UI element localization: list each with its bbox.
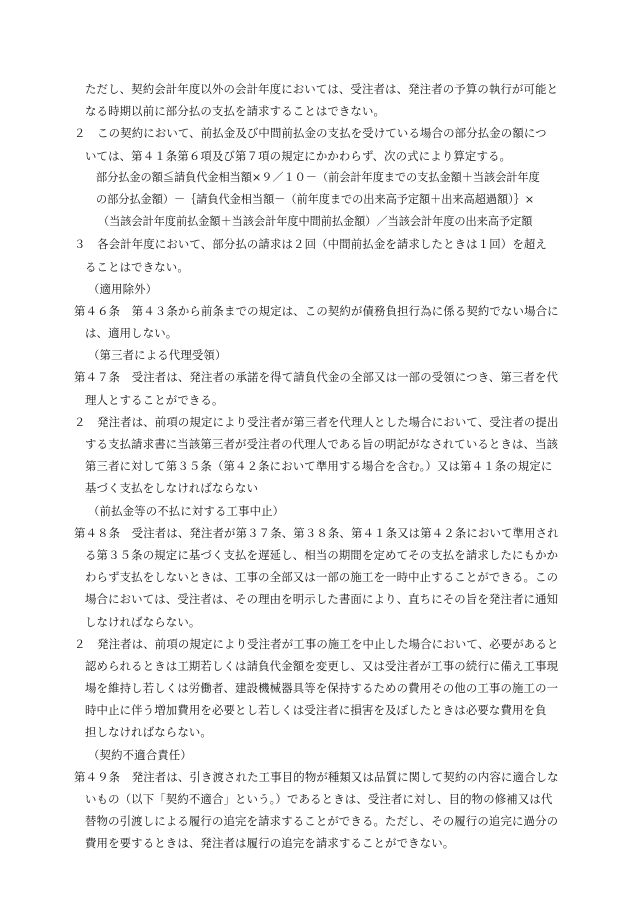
text-line: ２ 発注者は、前項の規定により受注者が第三者を代理人とした場合において、受注者の提出 [74, 414, 559, 429]
text-line: ２ 発注者は、前項の規定により受注者が工事の施工を中止した場合において、必要があると [74, 636, 559, 651]
article-line: 第４７条 受注者は、発注者の承諾を得て請負代金の全部又は一部の受領につき、第三者を代 [74, 370, 559, 385]
section-heading: （前払金等の不払に対する工事中止） [88, 503, 285, 518]
formula-line: 部分払金の額≦請負代金相当額×９／１０－（前会計年度までの支払金額＋当該会計年度 [96, 170, 540, 184]
section-heading: （契約不適合責任） [88, 747, 192, 762]
text-line: 場合においては、受注者は、その理由を明示した書面により、直ちにその旨を発注者に通知 [85, 592, 559, 607]
text-line: いもの（以下「契約不適合」という。）であるときは、受注者に対し、目的物の修補又は代 [85, 792, 553, 806]
text-line: ３ 各会計年度において、部分払の請求は２回（中間前払金を請求したときは１回）を超え [74, 237, 547, 252]
document-body [74, 78, 560, 855]
text-line: 費用を要するときは、発注者は履行の追完を請求することができない。 [85, 836, 455, 851]
formula-line: の部分払金額）－｛請負代金相当額－（前年度までの出来高予定額＋出来高超過額）｝× [96, 192, 535, 206]
text-line: ただし、契約会計年度以外の会計年度においては、受注者は、発注者の予算の執行が可能と [85, 82, 559, 96]
text-line: 理人とすることができる。 [85, 392, 224, 407]
text-line: る第３５条の規定に基づく支払を遅延し、相当の期間を定めてその支払を請求したにもかか [85, 547, 559, 562]
text-line: する支払請求書に当該第三者が受注者の代理人である旨の明記がなされているときは、当該 [85, 437, 559, 451]
text-line: いては、第４１条第６項及び第７項の規定にかかわらず、次の式により算定する。 [85, 148, 512, 163]
text-line: 第三者に対して第３５条（第４２条において準用する場合を含む。）又は第４１条の規定に [85, 459, 553, 474]
text-line: 基づく支払をしなければならない [85, 481, 259, 496]
text-line: ることはできない。 [85, 259, 189, 274]
text-line: 替物の引渡しによる履行の追完を請求することができる。ただし、その履行の追完に過分の [85, 814, 559, 829]
section-heading: （第三者による代理受領） [88, 348, 227, 363]
section-heading: （適用除外） [88, 281, 158, 296]
article-line: 第４６条 第４３条から前条までの規定は、この契約が債務負担行為に係る契約でない場合に [74, 303, 559, 318]
formula-line: （当該会計年度前払金額＋当該会計年度中間前払金額）／当該会計年度の出来高予定額 [98, 215, 533, 229]
text-line: 場を維持し若しくは労働者、建設機械器具等を保持するための費用その他の工事の施工の一 [85, 681, 559, 696]
text-line: 担しなければならない。 [85, 725, 212, 740]
text-line: しなければならない。 [85, 614, 201, 629]
text-line: ２ この契約において、前払金及び中間前払金の支払を受けている場合の部分払金の額につ [74, 126, 547, 141]
text-line: は、適用しない。 [85, 326, 178, 341]
article-line: 第４８条 受注者は、発注者が第３７条、第３８条、第４１条又は第４２条において準用され [74, 525, 559, 540]
text-line: なる時期以前に部分払の支払を請求することはできない。 [85, 104, 386, 119]
text-line: わらず支払をしないときは、工事の全部又は一部の施工を一時中止することができる。この [85, 570, 559, 585]
article-line: 第４９条 発注者は、引き渡された工事目的物が種類又は品質に関して契約の内容に適合しな [74, 769, 559, 784]
text-line: 時中止に伴う増加費用を必要とし若しくは受注者に損害を及ぼしたときは必要な費用を負 [85, 703, 547, 718]
text-line: 認められるときは工期若しくは請負代金額を変更し、又は受注者が工事の続行に備え工事現 [85, 658, 559, 673]
